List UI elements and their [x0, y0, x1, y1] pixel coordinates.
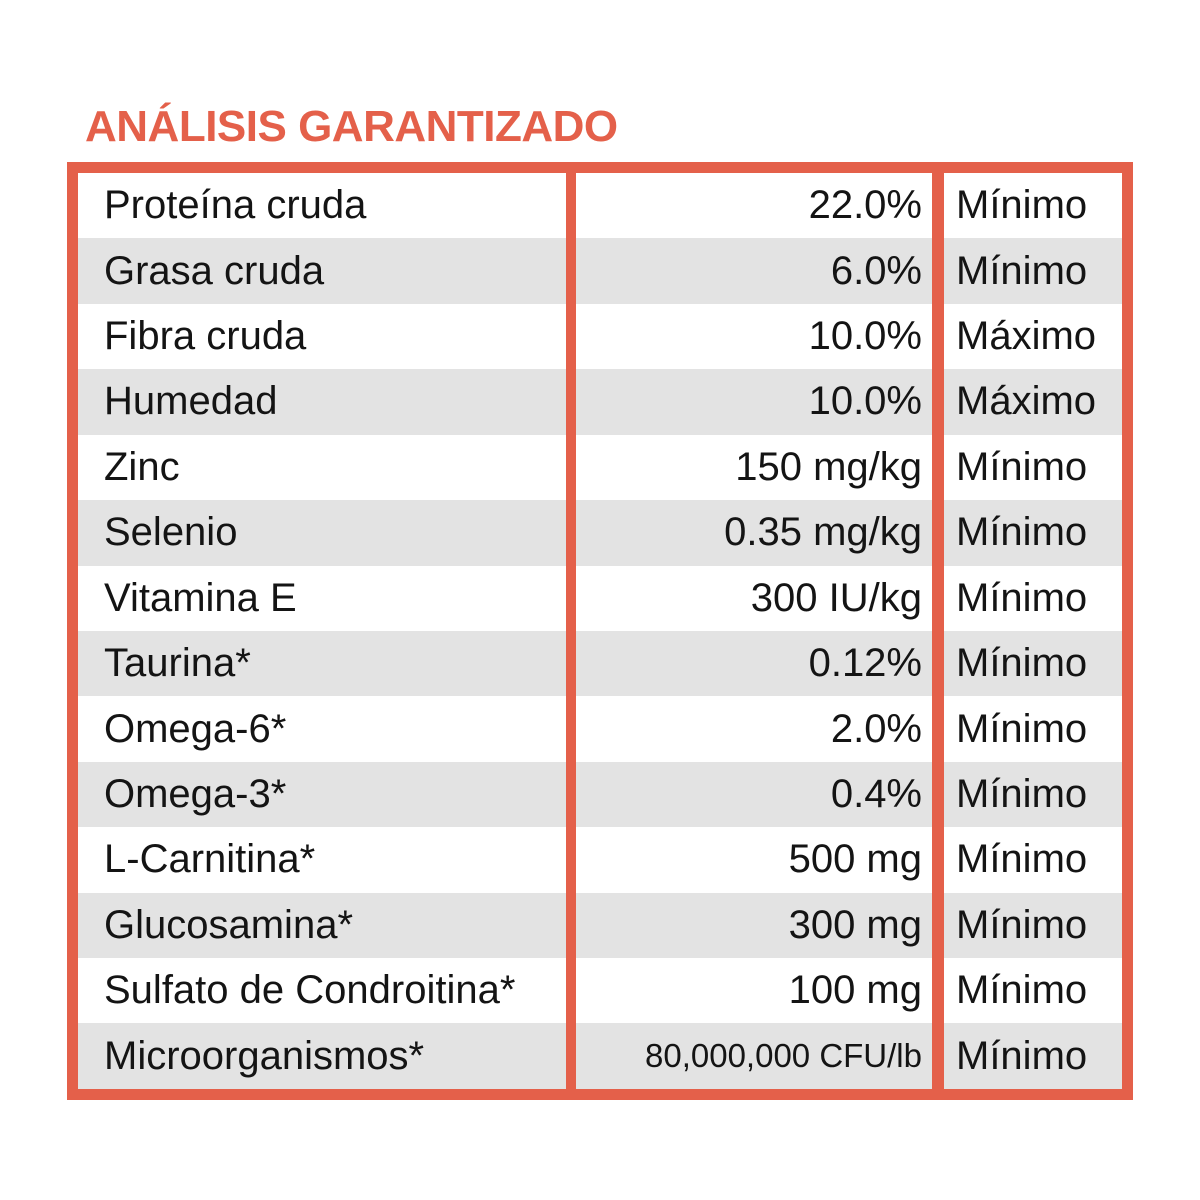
table-row	[78, 696, 1122, 761]
table-rows	[78, 173, 1122, 1089]
nutrient-qualifier: Mínimo	[956, 772, 1088, 816]
table-row	[78, 500, 1122, 565]
nutrient-qualifier: Mínimo	[956, 837, 1088, 882]
table-row	[78, 304, 1122, 369]
nutrient-name: Grasa cruda	[104, 248, 325, 293]
nutrient-value: 10.0%	[808, 379, 922, 424]
nutrient-name: Humedad	[104, 379, 278, 424]
nutrient-name: Vitamina E	[104, 575, 297, 620]
nutrient-name: Omega-3*	[104, 772, 287, 816]
table-row	[78, 369, 1122, 434]
table-row	[78, 958, 1122, 1023]
nutrient-value: 300 mg	[788, 902, 922, 947]
guaranteed-analysis-table	[67, 162, 1133, 1100]
table-row	[78, 827, 1122, 892]
table-row	[78, 1023, 1122, 1088]
table-row	[78, 435, 1122, 500]
nutrient-value: 10.0%	[808, 314, 922, 359]
nutrient-qualifier: Mínimo	[956, 1033, 1088, 1078]
nutrient-name: Selenio	[104, 510, 238, 555]
nutrient-name: Microorganismos*	[104, 1033, 425, 1078]
nutrient-value: 300 IU/kg	[750, 575, 922, 620]
nutrient-value: 22.0%	[808, 183, 922, 228]
nutrient-name: Sulfato de Condroitina*	[104, 968, 516, 1013]
nutrient-value: 0.12%	[808, 641, 922, 686]
column-divider-1	[566, 173, 576, 1089]
nutrient-value: 0.35 mg/kg	[724, 510, 922, 555]
nutrient-qualifier: Mínimo	[956, 444, 1088, 489]
nutrient-qualifier: Mínimo	[956, 641, 1088, 686]
table-row	[78, 631, 1122, 696]
nutrient-name: Proteína cruda	[104, 183, 367, 228]
nutrient-qualifier: Mínimo	[956, 183, 1088, 228]
nutrient-value: 500 mg	[788, 837, 922, 882]
nutrient-name: Zinc	[104, 444, 180, 489]
table-row	[78, 893, 1122, 958]
nutrient-name: Taurina*	[104, 641, 251, 686]
nutrient-value: 0.4%	[830, 772, 922, 816]
nutrient-value: 150 mg/kg	[735, 444, 922, 489]
nutrient-value: 6.0%	[830, 248, 922, 293]
table-row	[78, 238, 1122, 303]
page-title: ANÁLISIS GARANTIZADO	[85, 102, 618, 151]
nutrient-value: 100 mg	[788, 968, 922, 1013]
nutrient-name: Glucosamina*	[104, 902, 354, 947]
nutrient-qualifier: Mínimo	[956, 968, 1088, 1013]
nutrient-name: L-Carnitina*	[104, 837, 316, 882]
nutrient-qualifier: Máximo	[956, 379, 1097, 424]
column-divider-2	[932, 173, 944, 1089]
table-row	[78, 566, 1122, 631]
nutrient-qualifier: Mínimo	[956, 575, 1088, 620]
nutrient-qualifier: Mínimo	[956, 902, 1088, 947]
nutrient-name: Fibra cruda	[104, 314, 307, 359]
table-row	[78, 173, 1122, 238]
nutrient-value: 2.0%	[830, 706, 922, 751]
nutrient-qualifier: Mínimo	[956, 248, 1088, 293]
nutrient-qualifier: Mínimo	[956, 510, 1088, 555]
table-row	[78, 762, 1122, 827]
nutrient-qualifier: Máximo	[956, 314, 1097, 359]
nutrient-qualifier: Mínimo	[956, 706, 1088, 751]
nutrient-name: Omega-6*	[104, 706, 287, 751]
nutrient-value: 80,000,000 CFU/lb	[644, 1037, 922, 1075]
